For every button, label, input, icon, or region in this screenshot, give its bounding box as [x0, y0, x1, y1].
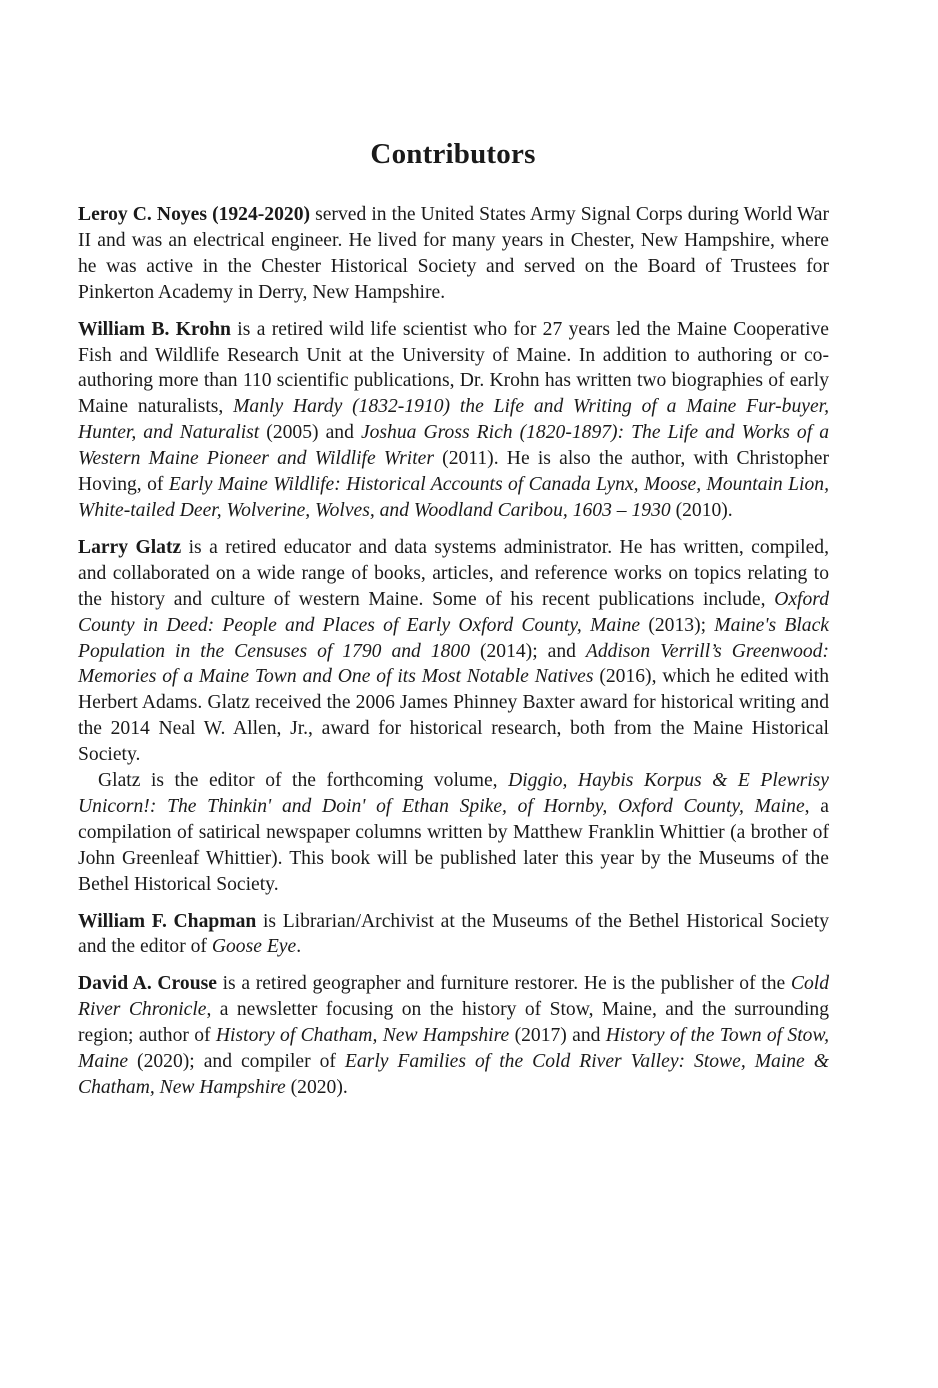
book-title: History of Chatham, New Hampshire — [215, 1025, 510, 1047]
contributor-name: William B. Krohn — [78, 318, 231, 340]
book-title: Early Families of the Cold River Valley: Stowe, Maine & Chatham, New Hampshire — [78, 1051, 829, 1098]
contributor-entry: William B. Krohn is a retired wild life scientist who for 27 years led the Maine Cooperative Fish and Wildlife Research Unit at the University of Maine. In addition to authoring or co-authoring more than 110 scientific publications, Dr. Krohn has written two biographies of early Maine naturalists, Manly Hardy (1832-1910) the Life and Writing of a Maine Fur-buyer, Hunter, and Naturalist (2005) and Joshua Gross Rich (1820-1897): The Life and Works of a Western Maine Pioneer and Wildlife Writer (2011). He is also the author, with Christopher Hoving, of Early Maine Wildlife: Historical Accounts of Canada Lynx, Moose, Mountain Lion, White-tailed Deer, Wolverine, Wolves, and Woodland Caribou, 1603 – 1930 (2010). — [78, 318, 830, 521]
contributor-entry: William F. Chapman is Librarian/Archivist at the Museums of the Bethel Historical Society and the editor of Goose Eye. — [78, 910, 829, 958]
book-title: Joshua Gross Rich (1820-1897): The Life and Works of a Western Maine Pioneer and Wildlife Writer — [78, 422, 829, 470]
contributor-name: David A. Crouse — [78, 973, 217, 995]
journal-title: Goose Eye — [211, 936, 297, 958]
contributor-entry: Leroy C. Noyes (1924-2020) served in the United States Army Signal Corps during World War II and was an electrical engineer. He lived for many years in Chester, New Hampshire, where he was active in the Chester Historical Society and served on the Board of Trustees for Pinkerton Academy in Derry, New Hampshire. — [78, 204, 829, 303]
book-title: Oxford County in Deed: People and Places of Early Oxford County, Maine — [78, 588, 829, 636]
page-title: Contributors — [370, 138, 536, 170]
contributor-entry: Larry Glatz is a retired educator and data systems administrator. He has written, compiled, and collaborated on a wide range of books, articles, and reference works on topics relating to the history and culture of western Maine. Some of his recent publications include, Oxford County in Deed: People and Places of Early Oxford County, Maine (2013); Maine's Black Population in the Censuses of 1790 and 1800 (2014); and Addison Verrill’s Greenwood: Memories of a Maine Town and One of its Most Notable Natives (2016), which he edited with Herbert Adams. Glatz received the 2006 James Phinney Baxter award for historical writing and the 2014 Neal W. Allen, Jr., award for historical research, both from the Maine Historical Society. — [78, 536, 829, 766]
contributor-name: William F. Chapman — [78, 910, 257, 932]
contributors-list — [78, 202, 829, 1112]
contributor-entry-continued: Glatz is the editor of the forthcoming volume, Diggio, Haybis Korpus & E Plewrisy Unicorn!: The Thinkin' and Doin' of Ethan Spike, of Hornby, Oxford County, Maine, a compilation of satirical newspaper columns written by Matthew Franklin Whittier (a brother of John Greenleaf Whittier). This book will be published later this year by the Museums of the Bethel Historical Society. — [78, 770, 829, 895]
book-title: Addison Verrill’s Greenwood: Memories of a Maine Town and One of its Most Notable Natives — [78, 640, 829, 688]
contributor-entry: David A. Crouse is a retired geographer and furniture restorer. He is the publisher of the Cold River Chronicle, a newsletter focusing on the history of Stow, Maine, and the surrounding region; author of History of Chatham, New Hampshire (2017) and History of the Town of Stow, Maine (2020); and compiler of Early Families of the Cold River Valley: Stowe, Maine & Chatham, New Hampshire (2020). — [78, 973, 830, 1098]
book-title: Diggio, Haybis Korpus & E Plewrisy Unicorn!: The Thinkin' and Doin' of Ethan Spike, of Hornby, Oxford County, Maine — [78, 770, 829, 817]
book-title: Manly Hardy (1832-1910) the Life and Writing of a Maine Fur-buyer, Hunter, and Naturalist — [78, 396, 829, 444]
contributor-name: Leroy C. Noyes (1924-2020) — [78, 204, 311, 225]
contributor-name: Larry Glatz — [78, 536, 182, 558]
book-title: History of the Town of Stow, Maine — [78, 1025, 829, 1073]
book-title: Maine's Black Population in the Censuses of 1790 and 1800 — [78, 614, 829, 662]
publication-title: Cold River Chronicle — [78, 973, 830, 1021]
book-title: Early Maine Wildlife: Historical Accounts of Canada Lynx, Moose, Mountain Lion, White-tailed Deer, Wolverine, Wolves, and Woodland Caribou, 1603 – 1930 — [78, 474, 829, 521]
